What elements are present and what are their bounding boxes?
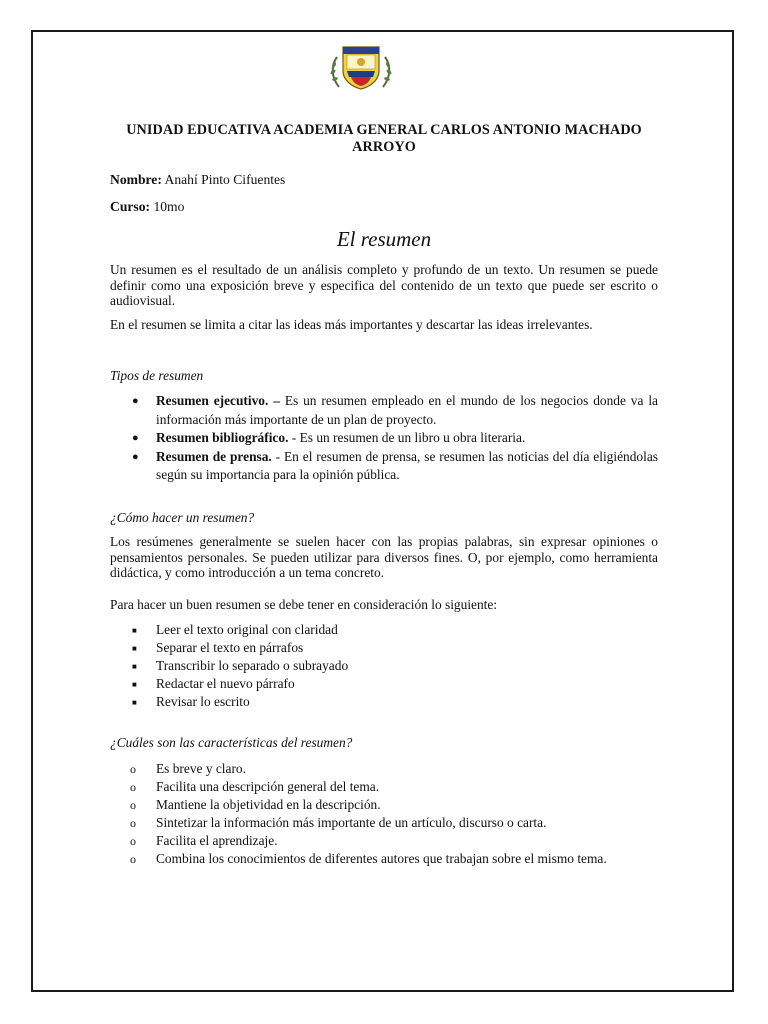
- bullet-circle-icon: o: [130, 762, 136, 776]
- student-name-label: Nombre:: [110, 172, 162, 187]
- section-heading-como: ¿Cómo hacer un resumen?: [110, 510, 255, 525]
- list-item: [110, 778, 658, 796]
- list-item: [110, 796, 658, 814]
- list-item: [110, 621, 658, 639]
- list-item: [110, 814, 658, 832]
- list-item: [110, 429, 658, 448]
- tipos-list: [110, 392, 658, 485]
- list-item: [110, 448, 658, 485]
- tipo-term: Resumen bibliográfico.: [156, 430, 289, 445]
- document-title: El resumen: [336, 227, 432, 251]
- bullet-square-icon: ■: [132, 662, 137, 671]
- section-heading-tipos: Tipos de resumen: [110, 368, 204, 383]
- caracteristicas-list: [110, 760, 658, 868]
- course-line: [110, 199, 184, 215]
- course-value: 10mo: [153, 199, 185, 214]
- bullet-circle-icon: o: [130, 816, 136, 830]
- list-item: [110, 693, 658, 711]
- como-paragraph: Los resúmenes generalmente se suelen hacer con las propias palabras, sin expresar opiniones o pensamientos personales. Se pueden utilizar para diversos fines. O, por ejemplo, como herramienta didáctica, y como introducción a un tema concreto.: [110, 534, 658, 580]
- list-item: [110, 675, 658, 693]
- step-text: Transcribir lo separado o subrayado: [156, 658, 349, 673]
- bullet-square-icon: ■: [132, 626, 137, 635]
- bullet-disc-icon: ●: [132, 432, 139, 444]
- tipo-term: Resumen de prensa.: [156, 448, 272, 464]
- step-text: Redactar el nuevo párrafo: [156, 676, 295, 691]
- list-item: [110, 760, 658, 778]
- caracteristica-text: Mantiene la objetividad en la descripción.: [156, 797, 381, 812]
- bullet-square-icon: ■: [132, 698, 137, 707]
- caracteristica-text: Facilita el aprendizaje.: [156, 833, 278, 848]
- intro-paragraph-2: En el resumen se limita a citar las ideas más importantes y descartar las ideas irrelevantes.: [110, 317, 593, 332]
- step-text: Separar el texto en párrafos: [156, 640, 304, 655]
- step-text: Leer el texto original con claridad: [156, 622, 338, 637]
- bullet-circle-icon: o: [130, 834, 136, 848]
- list-item: [110, 850, 658, 868]
- list-item: [110, 392, 658, 429]
- bullet-circle-icon: o: [130, 780, 136, 794]
- student-name-value: Anahí Pinto Cifuentes: [164, 172, 286, 187]
- list-item: [110, 639, 658, 657]
- bullet-disc-icon: ●: [132, 395, 139, 407]
- course-label: Curso:: [110, 199, 151, 214]
- school-name-heading: UNIDAD EDUCATIVA ACADEMIA GENERAL CARLOS ANTONIO MACHADO ARROYO: [126, 122, 642, 155]
- steps-list: [110, 621, 658, 711]
- tipo-desc: - Es un resumen de un libro u obra literaria.: [288, 430, 526, 445]
- step-text: Revisar lo escrito: [156, 694, 250, 709]
- bullet-circle-icon: o: [130, 852, 136, 866]
- list-item: [110, 832, 658, 850]
- bullet-circle-icon: o: [130, 798, 136, 812]
- caracteristica-text: Combina los conocimientos de diferentes autores que trabajan sobre el mismo tema.: [156, 851, 607, 866]
- intro-paragraph-1: Un resumen es el resultado de un análisis completo y profundo de un texto. Un resumen se puede definir como una exposición breve y especifica del contenido de un texto que puede ser escrito o audiovisual.: [110, 262, 658, 308]
- bullet-disc-icon: ●: [132, 450, 139, 463]
- school-crest-logo: [329, 43, 393, 91]
- steps-intro: Para hacer un buen resumen se debe tener en consideración lo siguiente:: [110, 597, 498, 612]
- bullet-square-icon: ■: [132, 644, 137, 653]
- list-item: [110, 657, 658, 675]
- student-name-line: [110, 172, 285, 188]
- tipo-desc: - En el resumen de prensa, se resumen las noticias del día eligiéndolas según su importancia para la opinión pública.: [156, 448, 658, 482]
- tipo-desc: Es un resumen empleado en el mundo de los negocios donde va la información más importante de un plan de proyecto.: [156, 393, 658, 427]
- caracteristica-text: Facilita una descripción general del tema.: [156, 779, 380, 794]
- caracteristica-text: Es breve y claro.: [156, 761, 246, 776]
- caracteristica-text: Sintetizar la información más importante de un artículo, discurso o carta.: [156, 815, 547, 830]
- section-heading-caracteristicas: ¿Cuáles son las características del resumen?: [110, 735, 353, 750]
- bullet-square-icon: ■: [132, 680, 137, 689]
- tipo-term: Resumen ejecutivo. –: [156, 393, 280, 408]
